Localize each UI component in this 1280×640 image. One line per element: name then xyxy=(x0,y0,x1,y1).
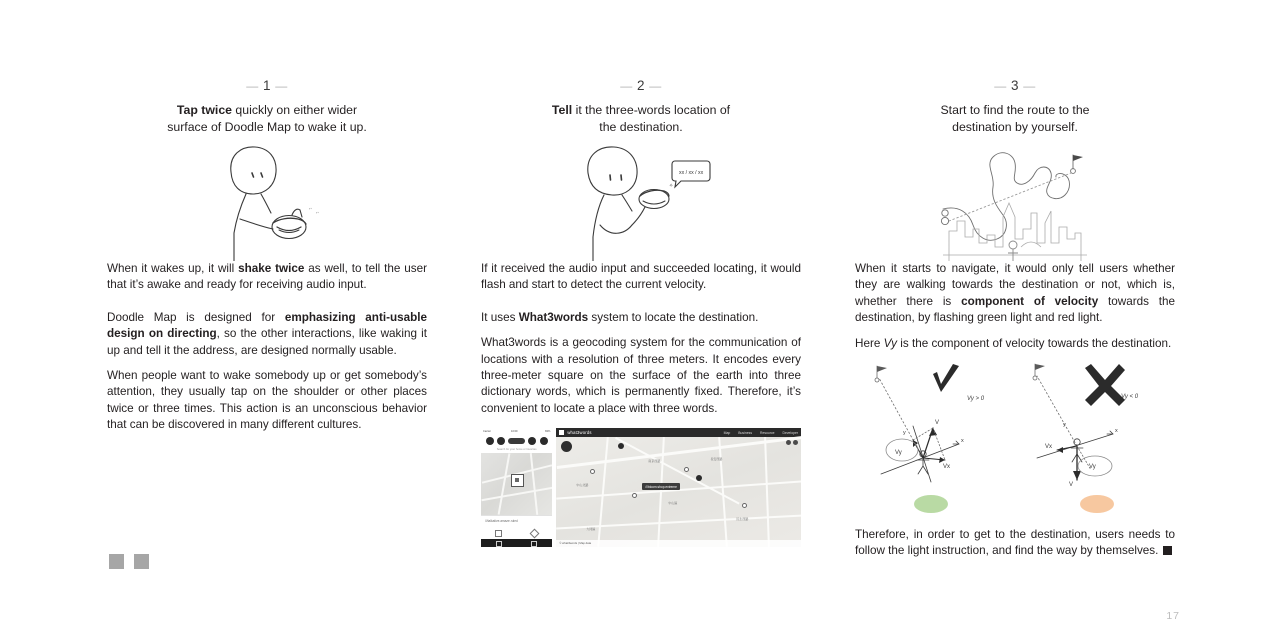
map-menu-item[interactable]: Business xyxy=(738,430,753,435)
map-menu-item[interactable]: Resource xyxy=(760,430,775,435)
step-dash-right: — xyxy=(275,79,288,93)
map-marker[interactable] xyxy=(696,475,702,481)
phone-action-icons xyxy=(481,527,552,539)
text-run-bold: emphasizing anti-usable design on directing xyxy=(107,310,427,341)
text-run-bold: What3words xyxy=(518,310,589,324)
body-text-3 xyxy=(855,261,1175,352)
paragraph: What3words is a geocoding system for the communication of locations with a resolution of three meters. It encodes every three-meter square on the surface of the earth into three dictionary words, which is permanently fixed. Therefore, it’s convenient to locate a place with three words. xyxy=(481,336,801,415)
step-number-value: 2 xyxy=(636,78,645,93)
phone-toolbar xyxy=(481,434,552,447)
step-dash-right: — xyxy=(649,79,662,93)
map-poi-label: 長安西路 xyxy=(710,457,723,462)
status-time: 10:09 xyxy=(511,429,518,433)
step-title-line2: destination by yourself. xyxy=(952,119,1078,134)
green-light-indicator xyxy=(914,495,948,513)
svg-text:y: y xyxy=(1063,422,1066,429)
column-step-2 xyxy=(481,0,801,547)
text-run: towards the destination, by flashing green light and red light. xyxy=(855,294,1175,325)
svg-text:y: y xyxy=(903,430,906,437)
map-controls xyxy=(786,440,798,445)
text-run: When it starts to navigate, it would only tell users whether they are walking towards the destination or not, which is, whether there is xyxy=(855,262,1175,308)
progress-square-1 xyxy=(107,552,126,571)
step-title-bold: Tap twice xyxy=(176,103,233,117)
svg-text:x: x xyxy=(961,438,964,445)
svg-text:x: x xyxy=(1115,428,1118,435)
phone-map-area[interactable] xyxy=(481,453,552,515)
what3words-logo-icon xyxy=(559,430,564,435)
nav-map-icon[interactable] xyxy=(496,541,502,547)
step-number-1 xyxy=(107,78,427,93)
text-run: Here xyxy=(855,336,884,350)
text-run: , so the other interactions, like waking it up and tell it the address, are designed normally usable. xyxy=(107,327,428,357)
what3words-web-map-screenshot xyxy=(556,428,801,547)
diagram-negative xyxy=(1021,362,1173,513)
svg-text:Vy: Vy xyxy=(1089,464,1096,471)
saved-icon[interactable] xyxy=(528,437,536,445)
cross-mark-icon xyxy=(1085,364,1125,406)
step-number-3 xyxy=(855,78,1175,93)
map-user-avatar[interactable] xyxy=(561,441,572,452)
svg-text:Vx: Vx xyxy=(943,464,951,471)
progress-square-2 xyxy=(132,552,151,571)
figure-doodle-person-speaking xyxy=(481,143,801,261)
zoom-in-icon[interactable] xyxy=(786,440,791,445)
what3words-mobile-app-screenshot xyxy=(481,428,552,547)
step-dash-left: — xyxy=(994,79,1007,93)
map-poi-label: 民生西路 xyxy=(736,517,749,522)
step-title-line2: surface of Doodle Map to wake it up. xyxy=(167,119,367,134)
map-poi-label: 中山區 xyxy=(668,501,678,506)
svg-text:V: V xyxy=(1069,482,1074,489)
status-battery: 82% xyxy=(545,429,551,433)
step-title-2 xyxy=(481,102,801,135)
discover-button[interactable] xyxy=(508,438,525,445)
diagram-positive xyxy=(855,362,1007,513)
text-run: Doodle Map is designed for xyxy=(107,310,285,324)
column-step-3 xyxy=(855,0,1175,560)
step-title-1 xyxy=(107,102,427,135)
text-run-bold: shake twice xyxy=(238,262,305,275)
svg-text:,,: ,, xyxy=(307,204,313,211)
text-run: It uses xyxy=(481,310,519,324)
nav-compass-icon[interactable] xyxy=(531,541,537,547)
screenshot-row xyxy=(481,428,801,547)
page-number: 17 xyxy=(1166,610,1180,622)
paragraph xyxy=(855,527,1175,560)
text-run-italic: Vy xyxy=(883,336,898,350)
map-canvas[interactable] xyxy=(556,437,801,547)
step-dash-right: — xyxy=(1023,79,1036,93)
zoom-out-icon[interactable] xyxy=(793,440,798,445)
phone-search-hint: Search for your home or favorites xyxy=(481,447,552,453)
map-menu-item[interactable]: Map xyxy=(723,430,731,435)
phone-address-value[interactable]: ///talkative.amaze.ruled xyxy=(481,515,552,527)
map-poi-label: 中山北路 xyxy=(576,483,589,488)
step-number-value: 3 xyxy=(1010,78,1019,93)
map-poi-label: 南京西路 xyxy=(648,459,661,464)
paragraph xyxy=(107,261,427,294)
progress-marks xyxy=(107,552,151,571)
svg-text:✧: ✧ xyxy=(669,183,674,189)
speech-bubble-text: xx / xx / xx xyxy=(679,170,704,176)
svg-text:Vx: Vx xyxy=(1045,444,1053,451)
map-brand-label: what3words xyxy=(567,430,592,436)
phone-status-bar xyxy=(481,428,552,434)
end-of-section-marker xyxy=(1163,546,1172,555)
share-icon[interactable] xyxy=(495,530,502,537)
paragraph xyxy=(107,310,427,359)
paragraph xyxy=(855,336,1175,352)
map-address-tooltip: ///bloom.shop.extreme xyxy=(642,483,680,490)
paragraph xyxy=(481,310,801,326)
map-menu-item[interactable]: Developer xyxy=(782,430,798,435)
map-top-bar xyxy=(556,428,801,437)
text-run-bold: component of velocity xyxy=(961,294,1099,308)
final-paragraph xyxy=(855,527,1175,560)
velocity-diagram-row xyxy=(855,362,1175,513)
navigate-icon[interactable] xyxy=(530,528,540,538)
figure-route-over-skyline xyxy=(855,143,1175,261)
phone-bottom-nav xyxy=(481,539,552,547)
figure-doodle-person-tapping xyxy=(107,143,427,261)
body-text-2 xyxy=(481,261,801,417)
step-dash-left: — xyxy=(620,79,633,93)
condition-label-positive: Vy > 0 xyxy=(967,396,985,403)
svg-text:Vy: Vy xyxy=(895,450,902,457)
map-attribution: © what3words | Map data xyxy=(556,540,801,547)
svg-text:,,: ,, xyxy=(314,208,320,215)
map-poi-label: 大同區 xyxy=(586,527,596,532)
paragraph xyxy=(855,261,1175,327)
step-title-bold: Tell xyxy=(551,103,573,117)
text-run: as well, to tell the user that it’s awake and ready for receiving audio input. xyxy=(107,262,427,292)
paragraph: If it received the audio input and succeeded locating, it would flash and start to detect the current velocity. xyxy=(481,262,801,292)
map-marker[interactable] xyxy=(618,443,624,449)
text-run: is the component of velocity towards the destination. xyxy=(897,336,1172,350)
step-title-rest: Start to find the route to the xyxy=(940,103,1090,117)
step-title-rest: quickly on either wider xyxy=(232,103,358,117)
step-title-rest: it the three-words location of xyxy=(572,103,731,117)
text-run: Therefore, in order to get to the destination, users needs to follow the light instruction, and find the way by themselves. xyxy=(855,528,1175,558)
text-run: system to locate the destination. xyxy=(588,310,759,324)
step-number-2 xyxy=(481,78,801,93)
profile-icon[interactable] xyxy=(540,437,548,445)
paragraph: When people want to wake somebody up or get somebody’s attention, they usually tap on the shoulder or other places twice or three times. This action is an unconscious behavior that can be discovered in many different cultures. xyxy=(107,369,427,432)
svg-text:V: V xyxy=(935,420,940,427)
step-number-value: 1 xyxy=(262,78,271,93)
condition-label-negative: Vy < 0 xyxy=(1121,394,1139,401)
orange-light-indicator xyxy=(1080,495,1114,513)
check-mark-icon xyxy=(933,364,959,392)
step-title-3 xyxy=(855,102,1175,135)
status-carrier: Carrier xyxy=(483,429,491,433)
body-text-1 xyxy=(107,261,427,434)
step-title-line2: the destination. xyxy=(599,119,683,134)
step-dash-left: — xyxy=(246,79,259,93)
column-step-1 xyxy=(107,0,427,434)
map-location-pin xyxy=(511,474,524,487)
text-run: When it wakes up, it will xyxy=(107,262,239,275)
grid-icon[interactable] xyxy=(486,437,494,445)
search-icon[interactable] xyxy=(497,437,505,445)
